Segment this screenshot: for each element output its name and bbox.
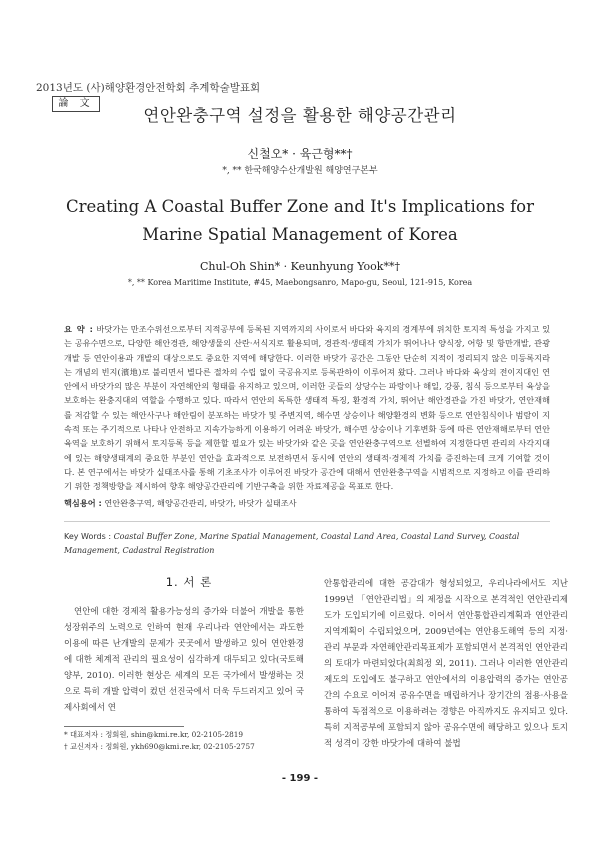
english-keywords (64, 530, 550, 558)
footnote-corresponding-author: † 교신저자 : 정회원, ykh690@kmi.re.kr, 02-2105-2757 (64, 742, 255, 751)
english-keywords-text: Coastal Buffer Zone, Marine Spatial Management, Coastal Land Area, Coastal Land Survey, Coastal Management, Cadastral Registration (64, 532, 520, 555)
abstract-text: 바닷가는 만조수위선으로부터 지적공부에 등록된 지역까지의 사이로서 바다와 육지의 경계부에 위치한 토지적 특성을 가지고 있는 공유수면으로, 다양한 해안경관, 해양생물의 산란·서식지로 활용되며, 경관적·생태적 가치가 뛰어나나 양식장, 어항 및 항만개발, 관광개발 등 연안이용과 개발의 대상으로도 중요한 지역에 해당한다. 이러한 바닷가 공간은 그동안 단순히 지적이 정리되지 않은 미등록지라는 개념의 빈지(濱地)로 불리면서 별다른 절차의 수립 없이 국공유지로 등록관하이 이루어져 왔다. 그러나 바다와 육상의 전이지대인 연안에서 바닷가의 많은 부분이 자연해안의 형태를 유지하고 있으며, 이러한 곳들의 상당수는 파랑이나 해일, 강풍, 침식 등으로부터 육상을 보호하는 완충지대의 역할을 수행하고 있다. 따라서 연안의 독특한 생태적 특징, 환경적 가치, 뛰어난 해안경관을 가진 바닷가, 연안재해를 저감할 수 있는 해안사구나 해안림이 분포하는 바닷가 및 주변지역, 해수면 상승이나 해양환경의 변화 등으로 연안침식이나 범람이 지속적 또는 주기적으로 나타나 안전하고 지속가능하게 이용하기 어려운 바닷가, 해수면 상승이나 기후변화 등에 따른 연안재해로부터 연안육역을 보호하기 위해서 토지등록 등을 제한할 필요가 있는 바닷가와 같은 곳을 연안완충구역으로 선별하여 지정한다면 관리의 사각지대에 있는 해양생태계의 중요한 부분인 연안을 효과적으로 보전하면서 동시에 연안의 생태적·경제적 가치를 증진하는데 크게 기여할 것이다. 본 연구에서는 바닷가 실태조사를 통해 기초조사가 이루어진 바닷가 공간에 대해서 연안완충구역을 시범적으로 지정하고 이를 관리하기 위한 정책방향을 제시하여 향후 해양공간관리에 기반구축을 위한 자료제공을 목표로 한다. (64, 324, 550, 492)
korean-authors: 신철오* · 육근형**† (247, 147, 353, 161)
paper-type-badge: 論 文 (52, 96, 100, 112)
korean-keywords (64, 498, 550, 509)
keywords-divider (64, 521, 550, 522)
footnote-corresponding-first: * 대표저자 : 정회원, shin@kmi.re.kr, 02-2105-2819 (64, 730, 244, 739)
footnote-rule (64, 726, 184, 727)
body-left-column: 연안에 대한 경제적 활용가능성의 증가와 더불어 개발을 통한 성장위주의 노력으로 인하여 현재 우리나라 연안에서는 과도한 이용에 따른 난개발의 문제가 곳곳에서 발생하고 있어 연안환경에 대한 체계적 관리의 필요성이 심각하게 대두되고 있다(국토해양부, 2010). 이러한 현상은 세계의 모든 국가에서 발생하는 것으로 특히 개발 압력이 컸던 선진국에서 더욱 두드러지고 있어 국제사회에서 연 (64, 607, 304, 713)
section-heading: 1. 서 론 (165, 575, 213, 589)
korean-title: 연안완충구역 설정을 활용한 해양공간관리 (143, 106, 457, 125)
conference-title: 2013년도 (사)해양환경안전학회 추계학술발표회 (36, 82, 261, 94)
korean-affiliation: *, ** 한국해양수산개발원 해양연구본부 (222, 166, 378, 176)
page-number: - 199 - (281, 773, 319, 784)
english-authors: Chul-Oh Shin* · Keunhyung Yook**† (200, 260, 400, 273)
english-title: Creating A Coastal Buffer Zone and It's Implications for Marine Spatial Management of Korea (65, 197, 534, 244)
korean-keywords-label: 핵심용어 : (64, 498, 102, 508)
english-keywords-label: Key Words : (64, 532, 112, 541)
body-right-column: 안통합관리에 대한 공감대가 형성되었고, 우리나라에서도 지난 1999년 「연안관리법」의 제정을 시작으로 본격적인 연안관리제도가 도입되기에 이르렀다. 이어서 연안통합관리계획과 연안관리지역계획이 수립되었으며, 2009년에는 연안용도해역 등의 지정·관리 부문과 자연해안관리목표제가 포함되면서 본격적인 연안관리의 토대가 마련되었다(최희정 외, 2011). 그러나 이러한 연안관리제도의 도입에도 불구하고 연안에서의 이용압력의 증가는 연안공간의 수요로 이어져 공유수면을 매립하거나 장기간의 점용·사용을 통하여 독점적으로 이용하려는 경향은 아직까지도 유지되고 있다. 특히 지적공부에 포함되지 않아 공유수면에 해당하고 있으나 토지적 성격이 강한 바닷가에 대하여 불법 (324, 579, 568, 749)
english-affiliation: *, ** Korea Maritime Institute, #45, Maebongsanro, Mapo-gu, Seoul, 121-915, Korea (127, 278, 473, 287)
korean-keywords-text: 연안완충구역, 해양공간관리, 바닷가, 바닷가 실태조사 (104, 498, 297, 508)
abstract (64, 322, 550, 494)
abstract-label: 요 약 : (64, 324, 94, 334)
